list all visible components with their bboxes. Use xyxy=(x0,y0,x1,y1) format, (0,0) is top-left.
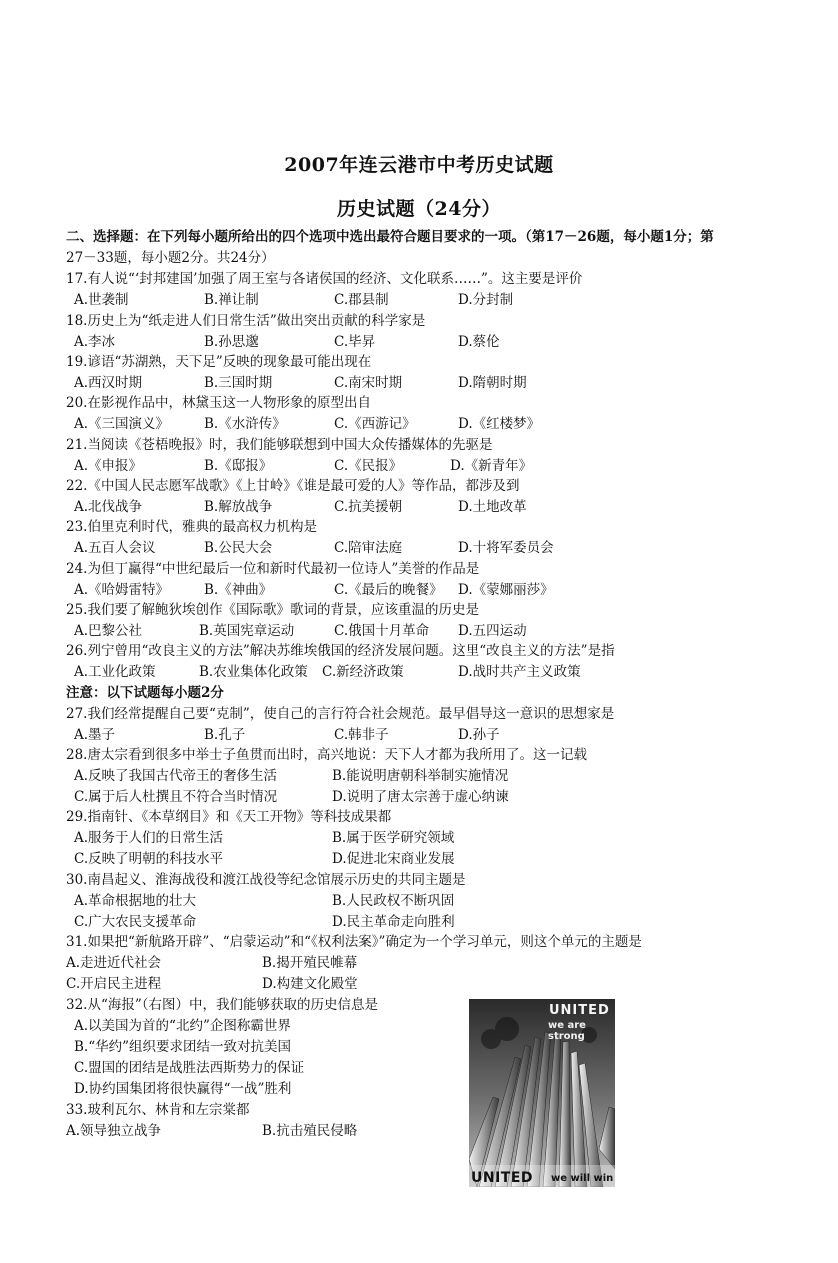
option-d: D.蔡伦 xyxy=(458,334,500,350)
question-21-stem: 21.当阅读《苍梧晚报》时，我们能够联想到中国大众传播媒体的先驱是 xyxy=(66,437,493,453)
option-c: C.毕昇 xyxy=(334,334,376,350)
option-d: D.构建文化殿堂 xyxy=(262,976,358,992)
option-b: B.《水浒传》 xyxy=(204,416,286,432)
option-c: C.南宋时期 xyxy=(334,375,403,391)
question-24-stem: 24.为但丁赢得“中世纪最后一位和新时代最初一位诗人”美誉的作品是 xyxy=(66,561,480,577)
question-28-stem: 28.唐太宗看到很多中举士子鱼贯而出时，高兴地说：天下人才都为我所用了。这一记载 xyxy=(66,747,587,763)
option-b: B.孔子 xyxy=(204,727,246,743)
option-d: D.《蒙娜丽莎》 xyxy=(458,582,554,598)
option-d: D.土地改革 xyxy=(458,499,527,515)
page-title: 2007年连云港市中考历史试题 xyxy=(284,154,554,176)
option-c: C.郡县制 xyxy=(334,292,389,308)
option-d: D.孙子 xyxy=(458,727,500,743)
option-a: A.李冰 xyxy=(74,334,116,350)
option-b: B.解放战争 xyxy=(204,499,273,515)
option-b: B.揭开殖民帷幕 xyxy=(262,955,358,971)
option-a: A.革命根据地的壮大 xyxy=(74,893,197,909)
option-c: C.陪审法庭 xyxy=(334,540,403,556)
section-header-line-1: 二、选择题：在下列每小题所给出的四个选项中选出最符合题目要求的一项。（第17－26题，每小题1分；第 xyxy=(66,229,714,245)
option-c: C.俄国十月革命 xyxy=(334,623,430,639)
option-c: C.《最后的晚餐》 xyxy=(334,582,443,598)
question-30-stem: 30.南昌起义、淮海战役和渡江战役等纪念馆展示历史的共同主题是 xyxy=(66,872,466,888)
option-c: C.反映了明朝的科技水平 xyxy=(74,851,224,867)
question-33-stem: 33.玻利瓦尔、林肯和左宗棠都 xyxy=(66,1102,250,1118)
question-25-stem: 25.我们要了解鲍狄埃创作《国际歌》歌词的背景，应该重温的历史是 xyxy=(66,602,479,618)
option-c: C.韩非子 xyxy=(334,727,389,743)
question-26-stem: 26.列宁曾用“改良主义的方法”解决苏维埃俄国的经济发展问题。这里“改良主义的方法”是指 xyxy=(66,643,615,659)
option-c: C.属于后人杜撰且不符合当时情况 xyxy=(74,789,278,805)
option-c: C.开启民主进程 xyxy=(66,976,162,992)
poster-bottom-word: UNITED xyxy=(471,1170,534,1186)
question-32-stem: 32.从“海报”（右图）中，我们能够获取的历史信息是 xyxy=(66,997,379,1013)
option-d: D.五四运动 xyxy=(458,623,527,639)
page-subtitle: 历史试题（24分） xyxy=(337,198,501,220)
option-a: A.服务于人们的日常生活 xyxy=(74,830,224,846)
option-c: C.抗美援朝 xyxy=(334,499,403,515)
question-32-option-b: B.“华约”组织要求团结一致对抗美国 xyxy=(74,1039,292,1055)
question-17-stem: 17.有人说“‘封邦建国’加强了周王室与各诸侯国的经济、文化联系……”。这主要是评价 xyxy=(66,271,583,287)
option-c: C.新经济政策 xyxy=(322,664,404,680)
question-19-stem: 19.谚语“苏湖熟，天下足”反映的现象最可能出现在 xyxy=(66,354,372,370)
question-32-option-c: C.盟国的团结是战胜法西斯势力的保证 xyxy=(74,1060,305,1076)
question-22-stem: 22.《中国人民志愿军战歌》《上甘岭》《谁是最可爱的人》等作品，都涉及到 xyxy=(66,478,520,494)
option-a: A.走进近代社会 xyxy=(66,955,162,971)
option-d: D.十将军委员会 xyxy=(458,540,554,556)
option-d: D.《红楼梦》 xyxy=(458,416,541,432)
option-a: A.《申报》 xyxy=(74,458,143,474)
question-32-option-d: D.协约国集团将很快赢得“一战”胜利 xyxy=(74,1081,292,1097)
option-a: A.北伐战争 xyxy=(74,499,143,515)
option-c: C.《民报》 xyxy=(334,458,403,474)
question-29-stem: 29.指南针、《本草纲目》和《天工开物》等科技成果都 xyxy=(66,809,392,825)
poster-bottom-tail: we will win xyxy=(551,1173,614,1184)
poster-headline: UNITED xyxy=(549,1003,610,1018)
option-a: A.墨子 xyxy=(74,727,116,743)
question-20-stem: 20.在影视作品中，林黛玉这一人物形象的原型出自 xyxy=(66,395,371,411)
option-b: B.抗击殖民侵略 xyxy=(262,1123,358,1139)
united-poster-image xyxy=(469,999,615,1187)
option-d: D.分封制 xyxy=(458,292,514,308)
option-a: A.五百人会议 xyxy=(74,540,156,556)
option-a: A.反映了我国古代帝王的奢侈生活 xyxy=(74,768,278,784)
option-a: A.西汉时期 xyxy=(74,375,143,391)
option-b: B.三国时期 xyxy=(204,375,273,391)
option-b: B.公民大会 xyxy=(204,540,273,556)
option-b: B.禅让制 xyxy=(204,292,259,308)
option-a: A.《哈姆雷特》 xyxy=(74,582,170,598)
option-d: D.说明了唐太宗善于虚心纳谏 xyxy=(332,789,509,805)
option-b: B.孙思邈 xyxy=(204,334,259,350)
question-23-stem: 23.伯里克利时代，雅典的最高权力机构是 xyxy=(66,519,317,535)
option-b: B.《神曲》 xyxy=(204,582,273,598)
question-32-option-a: A.以美国为首的“北约”企图称霸世界 xyxy=(74,1018,291,1034)
option-c: C.广大农民支援革命 xyxy=(74,914,197,930)
option-d: D.隋朝时期 xyxy=(458,375,527,391)
option-a: A.巴黎公社 xyxy=(74,623,143,639)
question-27-stem: 27.我们经常提醒自己要“克制”，使自己的言行符合社会规范。最早倡导这一意识的思想家是 xyxy=(66,706,615,722)
option-b: B.人民政权不断巩固 xyxy=(332,893,455,909)
option-b: B.能说明唐朝科举制实施情况 xyxy=(332,768,509,784)
question-18-stem: 18.历史上为“纸走进人们日常生活”做出突出贡献的科学家是 xyxy=(66,313,426,329)
option-c: C.《西游记》 xyxy=(334,416,416,432)
poster-tagline: we are strong xyxy=(548,1020,586,1042)
section-header-line-2: 27－33题，每小题2分。共24分） xyxy=(66,250,275,266)
option-d: D.民主革命走向胜利 xyxy=(332,914,455,930)
option-a: A.世袭制 xyxy=(74,292,129,308)
option-b: B.属于医学研究领域 xyxy=(332,830,455,846)
note-line: 注意：以下试题每小题2分 xyxy=(66,685,224,701)
option-d: D.战时共产主义政策 xyxy=(458,664,581,680)
option-a: A.领导独立战争 xyxy=(66,1123,162,1139)
option-b: B.农业集体化政策 xyxy=(199,664,308,680)
option-b: B.英国宪章运动 xyxy=(199,623,295,639)
option-d: D.《新青年》 xyxy=(450,458,533,474)
option-d: D.促进北宋商业发展 xyxy=(332,851,455,867)
option-a: A.《三国演义》 xyxy=(74,416,170,432)
question-31-stem: 31.如果把“新航路开辟”、“启蒙运动”和“《权利法案》”确定为一个学习单元，则这个单元的主题是 xyxy=(66,934,642,950)
option-b: B.《邸报》 xyxy=(204,458,273,474)
option-a: A.工业化政策 xyxy=(74,664,156,680)
